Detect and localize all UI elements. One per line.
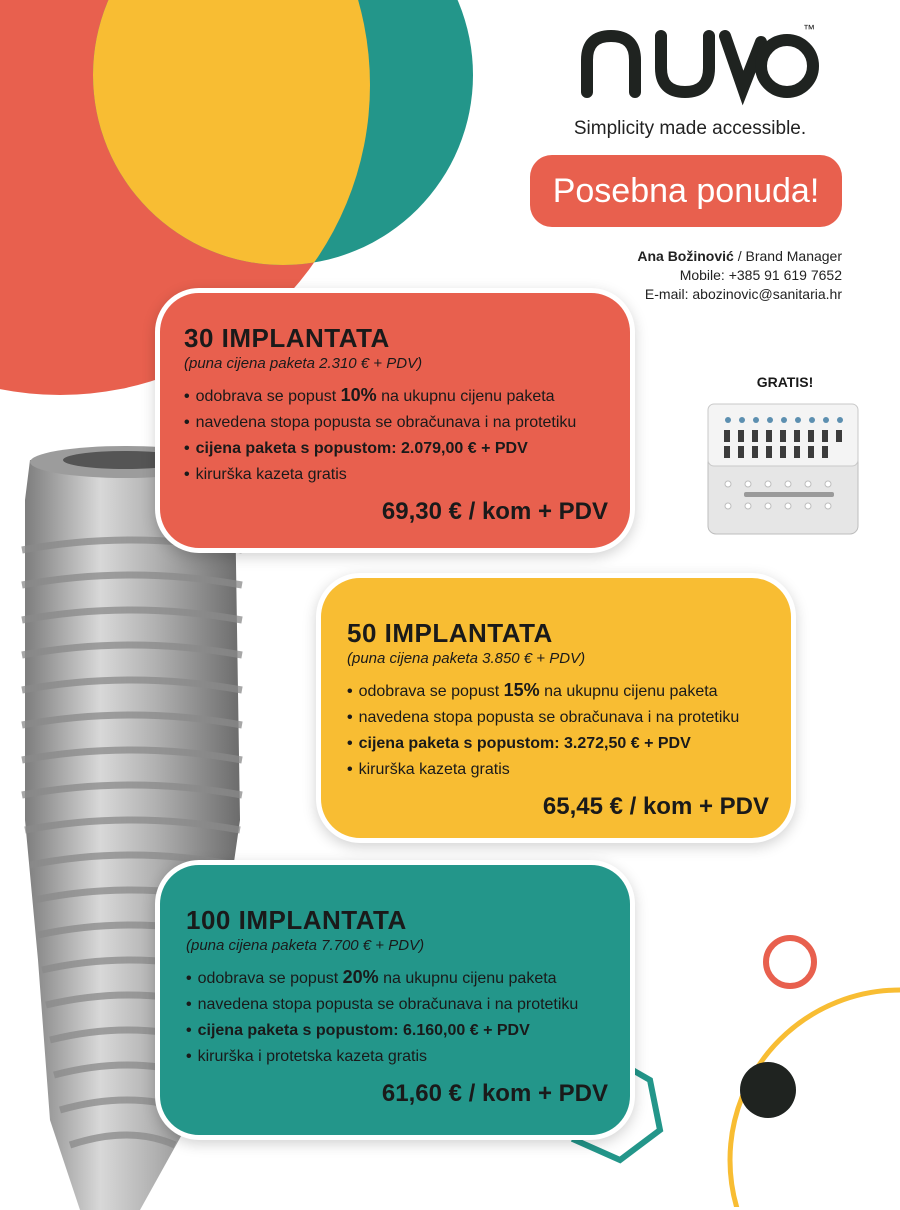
discount-prefix: odobrava se popust (195, 388, 341, 405)
unit-price: 61,60 € / kom + PDV (381, 1080, 608, 1107)
discount-prefix: odobrava se popust (197, 970, 343, 987)
nuvo-logo-mark (575, 22, 825, 112)
feature-bonus: • kirurška kazeta gratis (347, 757, 769, 783)
package-features (347, 677, 769, 783)
feature-discount (347, 677, 769, 705)
special-offer-badge: Posebna ponuda! (530, 155, 842, 227)
feature-note: • navedena stopa popusta se obračunava i na protetiku (186, 992, 608, 1018)
discount-suffix: na ukupnu cijenu paketa (378, 970, 557, 987)
discount-rate: 20% (342, 967, 379, 987)
surgical-kit-image (704, 400, 869, 540)
feature-discounted-price: • cijena paketa s popustom: 6.160,00 € + PDV (186, 1018, 608, 1044)
unit-price: 65,45 € / kom + PDV (542, 793, 769, 820)
contact-name-line (637, 247, 842, 266)
gratis-label: GRATIS! (756, 374, 814, 390)
feature-bonus: • kirurška kazeta gratis (184, 462, 608, 488)
contact-role: / Brand Manager (733, 248, 842, 264)
package-title: 30 IMPLANTATA (184, 323, 390, 353)
tagline: Simplicity made accessible. (573, 118, 807, 139)
discount-prefix: odobrava se popust (358, 683, 504, 700)
unit-price: 69,30 € / kom + PDV (381, 498, 608, 525)
package-card-30 (155, 288, 635, 553)
contact-email: E-mail: abozinovic@sanitaria.hr (644, 286, 842, 302)
package-title: 50 IMPLANTATA (347, 618, 553, 648)
discount-suffix: na ukupnu cijenu paketa (539, 683, 718, 700)
package-full-price: (puna cijena paketa 7.700 € + PDV) (186, 937, 425, 954)
discount-rate: 15% (503, 680, 540, 700)
trademark-symbol: ™ (803, 22, 815, 36)
package-full-price: (puna cijena paketa 3.850 € + PDV) (347, 650, 586, 667)
feature-discount (186, 964, 608, 992)
feature-bonus: • kirurška i protetska kazeta gratis (186, 1044, 608, 1070)
feature-discounted-price: • cijena paketa s popustom: 2.079,00 € + PDV (184, 436, 608, 462)
contact-mobile: Mobile: +385 91 619 7652 (679, 267, 842, 283)
feature-discounted-price: • cijena paketa s popustom: 3.272,50 € + PDV (347, 731, 769, 757)
contact-block (637, 247, 842, 304)
feature-note: • navedena stopa popusta se obračunava i na protetiku (184, 410, 608, 436)
discount-suffix: na ukupnu cijenu paketa (376, 388, 555, 405)
outline-circle (766, 938, 814, 986)
package-full-price: (puna cijena paketa 2.310 € + PDV) (184, 355, 423, 372)
package-card-50 (316, 573, 796, 843)
discount-rate: 10% (340, 385, 377, 405)
nuvo-logo (575, 22, 825, 112)
package-features (184, 382, 608, 488)
package-card-100 (155, 860, 635, 1140)
feature-discount (184, 382, 608, 410)
package-title: 100 IMPLANTATA (186, 905, 407, 935)
feature-note: • navedena stopa popusta se obračunava i na protetiku (347, 705, 769, 731)
package-features (186, 964, 608, 1070)
contact-name: Ana Božinović (637, 248, 734, 264)
dark-dot (740, 1062, 796, 1118)
